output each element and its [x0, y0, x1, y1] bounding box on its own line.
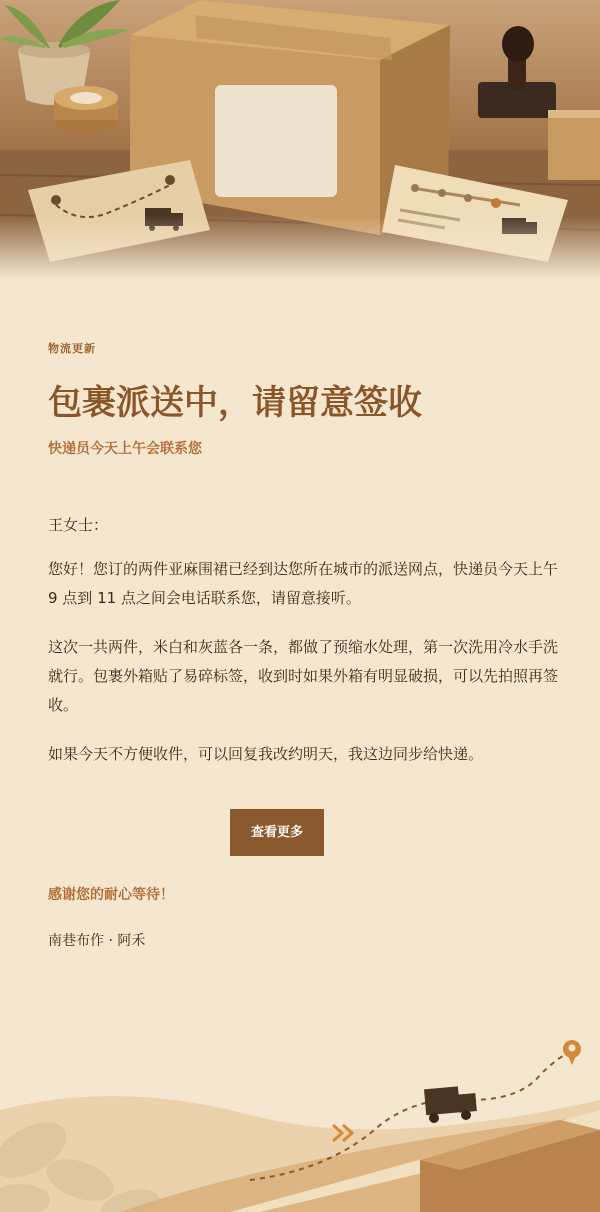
paragraph-arrival: 您好！您订的两件亚麻围裙已经到达您所在城市的派送网点，快递员今天上午 9 点到 11 点之间会电话联系您，请留意接听。: [48, 560, 559, 607]
tape-roll-icon: [54, 86, 118, 134]
greeting: 王女士：: [48, 516, 109, 534]
thanks-line: 感谢您的耐心等待！: [48, 887, 174, 903]
delivery-truck-icon: [424, 1086, 477, 1123]
eyebrow-label: 物流更新: [48, 342, 96, 355]
paragraph-items: 这次一共两件，米白和灰蓝各一条，都做了预缩水处理，第一次洗用冷水手洗就行。包裹外箱贴了易碎标签，收到时如果外箱有明显破损，可以先拍照再签收。: [48, 638, 559, 714]
cta-wrapper: [48, 809, 558, 856]
signature: 南巷布作 · 阿禾: [48, 933, 146, 949]
email-subhead: 快递员今天上午会联系您: [48, 441, 202, 457]
hero-fade: [0, 215, 600, 285]
stamp-icon: [478, 26, 556, 118]
email-body: [48, 340, 558, 950]
footer-illustration: [0, 1030, 600, 1212]
hero-illustration: [0, 0, 600, 285]
paragraph-reschedule: 如果今天不方便收件，可以回复我改约明天，我这边同步给快递。: [48, 745, 484, 763]
view-more-button[interactable]: 查看更多: [230, 809, 324, 856]
footer-scene: [0, 1030, 600, 1212]
location-pin-icon: [563, 1040, 581, 1065]
email-headline: 包裹派送中，请留意签收: [48, 383, 422, 423]
